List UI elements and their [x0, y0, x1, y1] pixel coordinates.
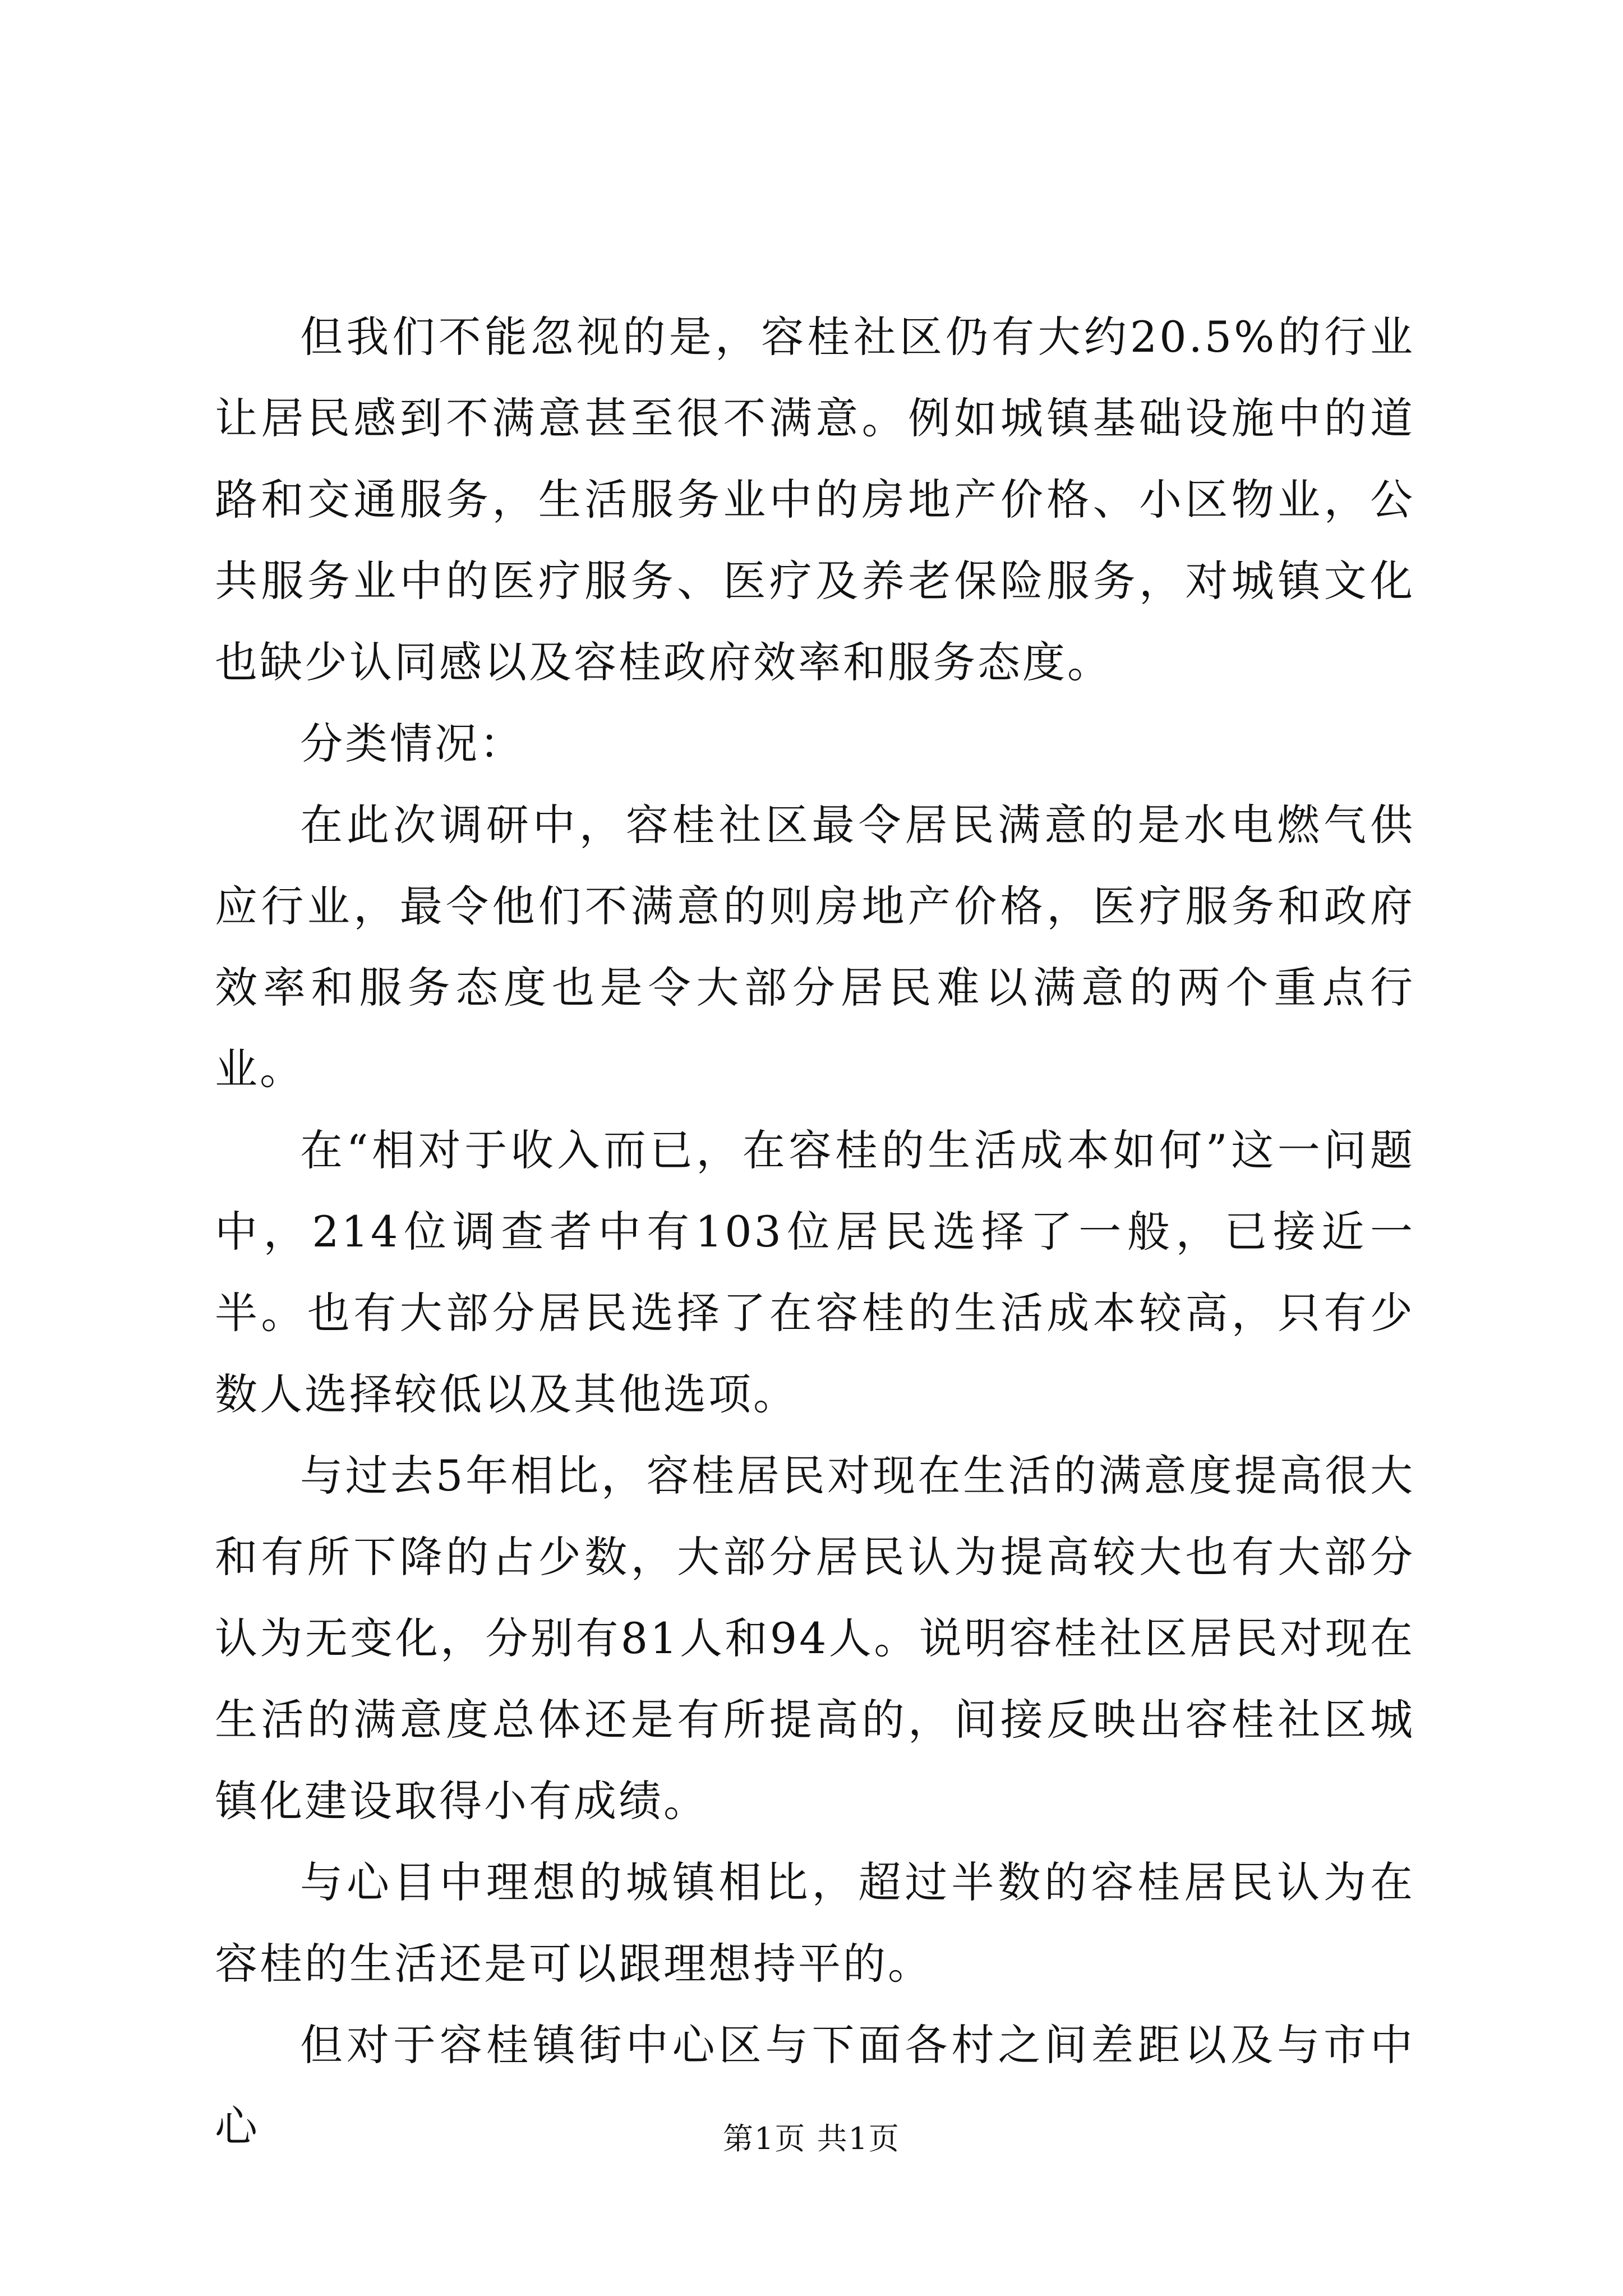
- paragraph-classification-heading: 分类情况：: [300, 719, 524, 769]
- paragraph-ideal-town: 与心目中理想的城镇相比，超过半数的容桂居民认为在容桂的生活还是可以跟理想持平的。: [215, 1857, 1415, 1989]
- paragraph-gap: 但对于容桂镇街中心区与下面各村之间差距以及与市中心: [215, 2020, 1415, 2151]
- paragraph-survey-results: 在此次调研中，容桂社区最令居民满意的是水电燃气供应行业，最令他们不满意的则房地产价格，医疗服务和政府效率和服务态度也是令大部分居民难以满意的两个重点行业。: [215, 800, 1415, 1094]
- paragraph-five-year-comparison: 与过去5年相比，容桂居民对现在生活的满意度提高很大和有所下降的占少数，大部分居民认为提高较大也有大部分认为无变化，分别有81人和94人。说明容桂社区居民对现在生活的满意度总体还是有所提高的，间接反映出容桂社区城镇化建设取得小有成绩。: [215, 1451, 1415, 1826]
- document-body: [215, 296, 1415, 2167]
- paragraph-dissatisfaction: 但我们不能忽视的是，容桂社区仍有大约20.5%的行业让居民感到不满意甚至很不满意。例如城镇基础设施中的道路和交通服务，生活服务业中的房地产价格、小区物业，公共服务业中的医疗服务、医疗及养老保险服务，对城镇文化也缺少认同感以及容桂政府效率和服务态度。: [215, 312, 1415, 687]
- page-footer: 第1页 共1页: [723, 2121, 900, 2156]
- paragraph-living-cost: 在“相对于收入而已，在容桂的生活成本如何”这一问题中，214位调查者中有103位居民选择了一般，已接近一半。也有大部分居民选择了在容桂的生活成本较高，只有少数人选择较低以及其他选项。: [215, 1125, 1415, 1419]
